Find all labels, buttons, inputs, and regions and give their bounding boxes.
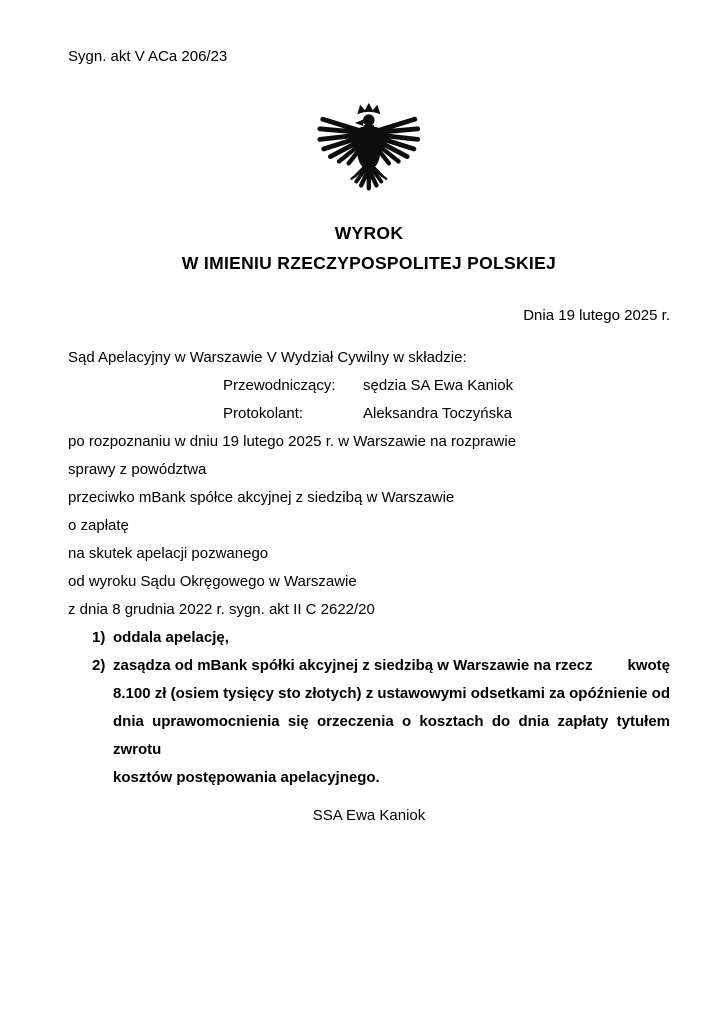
ruling-number: 1) <box>92 629 106 646</box>
composition-row <box>68 372 670 400</box>
case-detail-line: od wyroku Sądu Okręgowego w Warszawie <box>68 573 357 590</box>
ruling-line: dnia uprawomocnienia się orzeczenia o kosztach do dnia zapłaty tytułem zwrotu <box>113 713 670 758</box>
judgment-title-block <box>68 218 670 278</box>
ruling-text <box>113 652 670 792</box>
national-emblem <box>68 100 670 196</box>
case-detail-line: sprawy z powództwa <box>68 461 207 478</box>
ruling-line-right: kwotę <box>627 657 670 674</box>
composition-row <box>68 400 670 428</box>
ruling-item-1 <box>68 624 670 652</box>
case-detail-line: o zapłatę <box>68 517 129 534</box>
composition-label: Protokolant: <box>223 405 304 422</box>
judgment-title: WYROK <box>334 223 404 243</box>
ruling-line: kosztów postępowania apelacyjnego. <box>113 769 380 786</box>
judgment-date: Dnia 19 lutego 2025 r. <box>523 307 670 324</box>
ruling-number: 2) <box>92 657 106 674</box>
ruling-line: 8.100 zł (osiem tysięcy sto złotych) z ustawowymi odsetkami za opóźnienie od <box>113 685 670 702</box>
ruling-item-2 <box>68 652 670 792</box>
case-detail-line: przeciwko mBank spółce akcyjnej z siedzibą w Warszawie <box>68 489 455 506</box>
court-composition-intro: Sąd Apelacyjny w Warszawie V Wydział Cywilny w składzie: <box>68 349 467 366</box>
ruling-text: oddala apelację, <box>113 629 229 646</box>
judge-signature: SSA Ewa Kaniok <box>312 807 426 824</box>
judgment-subtitle: W IMIENIU RZECZYPOSPOLITEJ POLSKIEJ <box>181 253 557 273</box>
ruling-line-left: zasądza od mBank spółki akcyjnej z siedzibą w Warszawie na rzecz <box>113 657 593 674</box>
case-detail-line: z dnia 8 grudnia 2022 r. sygn. akt II C 2622/20 <box>68 601 375 618</box>
composition-label: Przewodniczący: <box>223 377 336 394</box>
ruling-line <box>113 652 670 680</box>
composition-value: sędzia SA Ewa Kaniok <box>363 377 514 394</box>
judgment-body <box>68 344 670 792</box>
composition-value: Aleksandra Toczyńska <box>363 405 512 422</box>
polish-eagle-icon <box>316 100 422 196</box>
case-detail-line: na skutek apelacji pozwanego <box>68 545 269 562</box>
case-number: Sygn. akt V ACa 206/23 <box>68 48 228 65</box>
case-detail-line: po rozpoznaniu w dniu 19 lutego 2025 r. w Warszawie na rozprawie <box>68 433 517 450</box>
